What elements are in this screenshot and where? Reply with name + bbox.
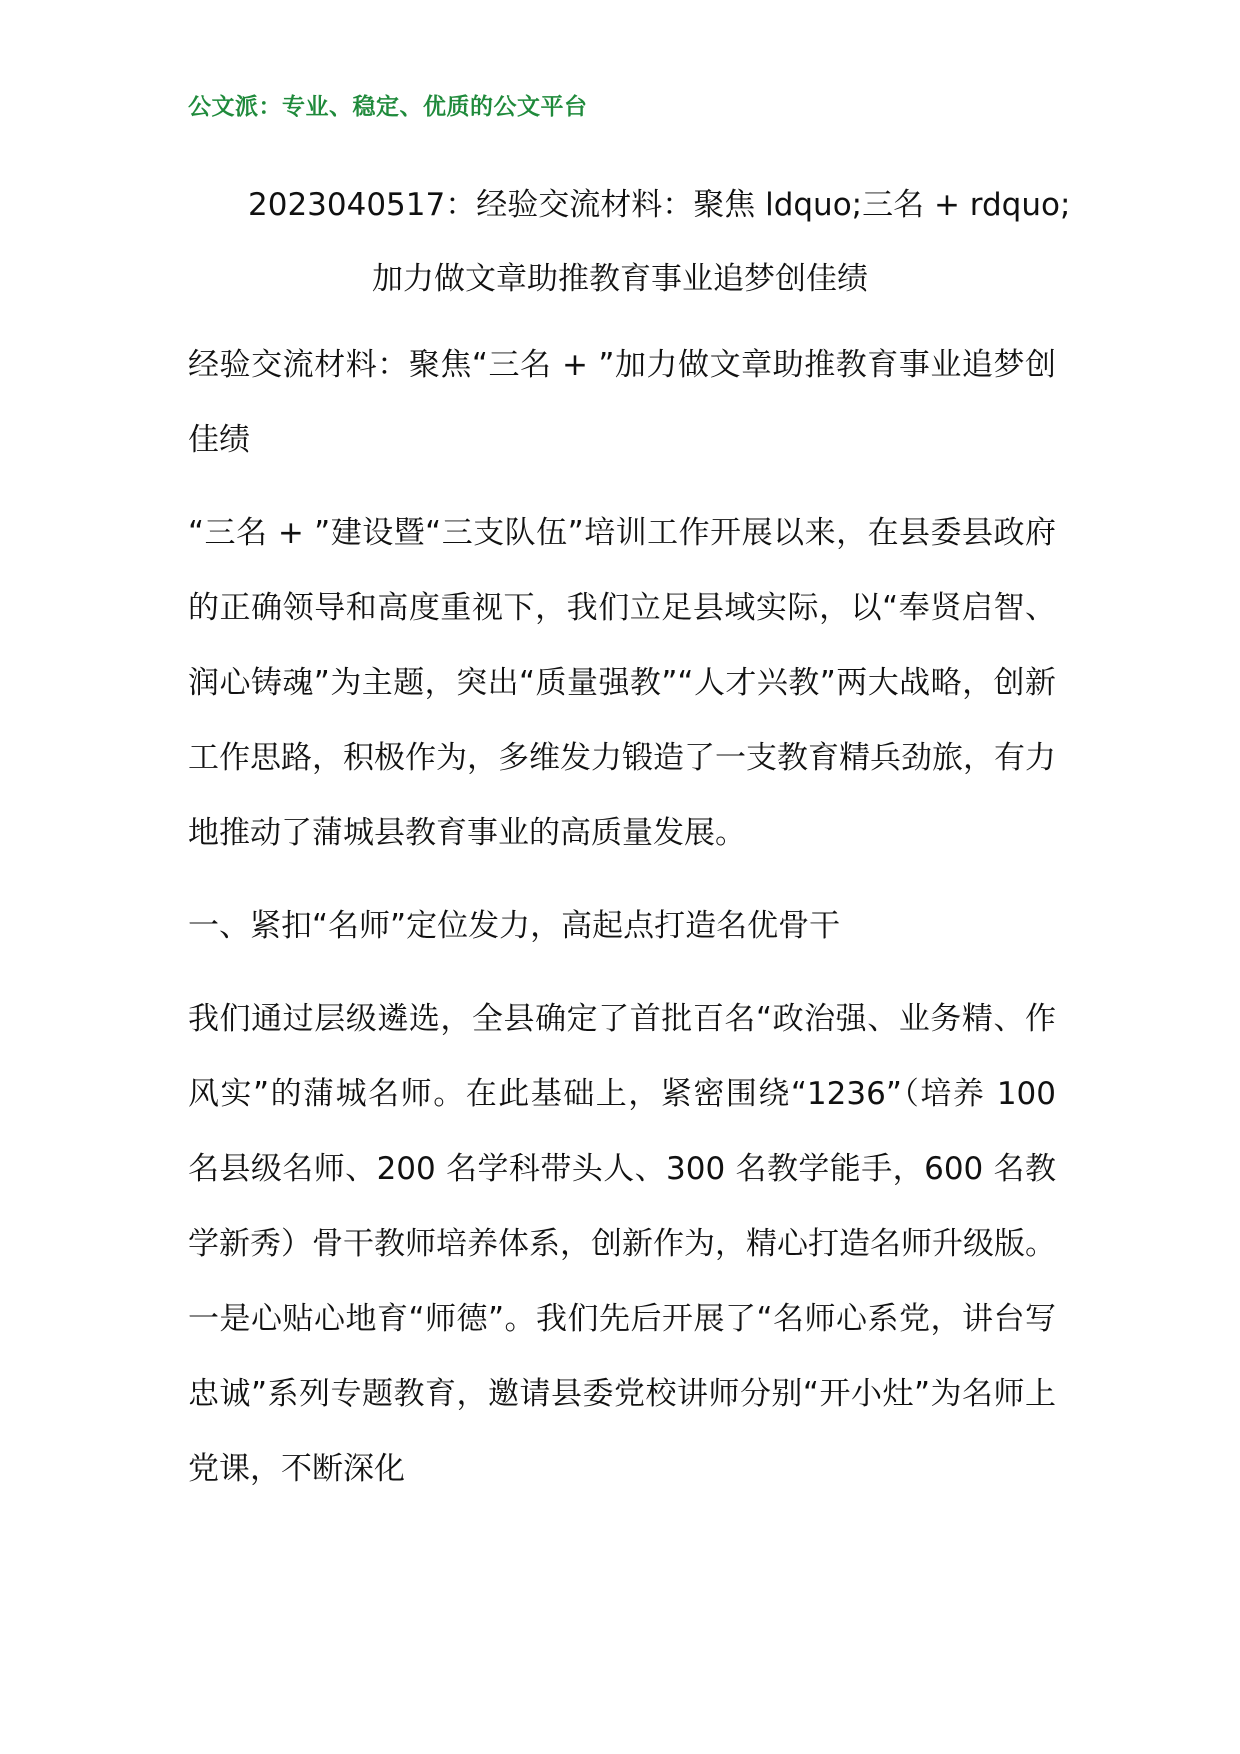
title-line-1: 2023040517：经验交流材料：聚焦 ldquo;三名 + rdquo; xyxy=(248,187,1071,223)
intro-paragraph: “三名 + ”建设暨“三支队伍”培训工作开展以来，在县委县政府的正确领导和高度重视下，我们立足县域实际，以“奉贤启智、润心铸魂”为主题，突出“质量强教”“人才兴教”两大战略，创新工作思路，积极作为，多维发力锻造了一支教育精兵劲旅，有力地推动了蒲城县教育事业的高质量发展。 xyxy=(188,515,1056,851)
subtitle: 经验交流材料：聚焦“三名 + ”加力做文章助推教育事业追梦创佳绩 xyxy=(188,347,1056,458)
document-body xyxy=(188,328,1056,1525)
document-title xyxy=(188,168,1071,316)
section-1-paragraph: 我们通过层级遴选，全县确定了首批百名“政治强、业务精、作风实”的蒲城名师。在此基础上，紧密围绕“1236”（培养 100 名县级名师、200 名学科带头人、300 名教学能手，600 名教学新秀）骨干教师培养体系，创新作为，精心打造名师升级版。一是心贴心地育“师德”。我们先后开展了“名师心系党，讲台写忠诚”系列专题教育，邀请县委党校讲师分别“开小灶”为名师上党课，不断深化 xyxy=(188,1001,1056,1487)
title-line-2: 加力做文章助推教育事业追梦创佳绩 xyxy=(372,261,868,297)
section-1-heading: 一、紧扣“名师”定位发力，高起点打造名优骨干 xyxy=(188,908,841,944)
brand-header: 公文派：专业、稳定、优质的公文平台 xyxy=(188,94,588,120)
